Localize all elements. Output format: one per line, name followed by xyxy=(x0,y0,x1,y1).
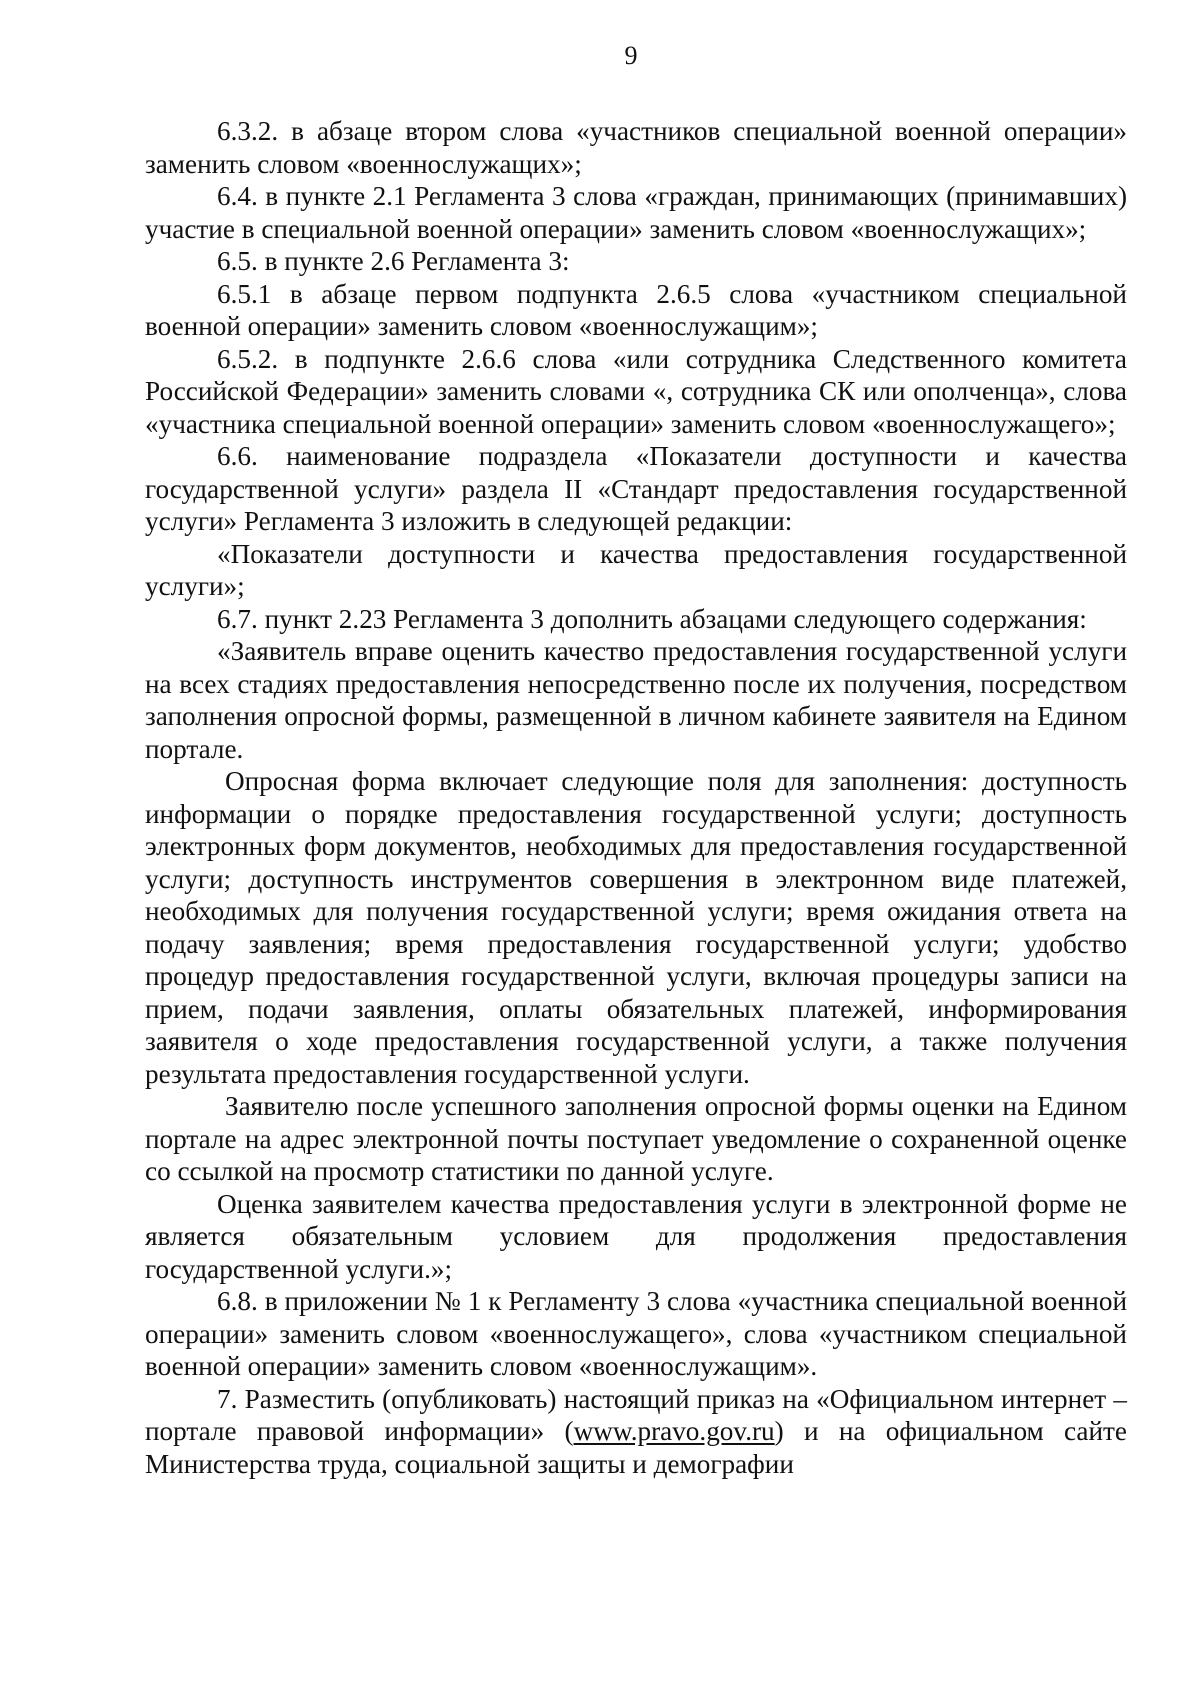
paragraph-6-7-applicant-rating: «Заявитель вправе оценить качество предоставления государственной услуги на всех стадиях предоставления непосредственно после их получения, посредством заполнения опросной формы, размещенной в личном кабинете заявителя на Едином портале. xyxy=(145,636,1127,764)
paragraph-6-3-2: 6.3.2. в абзаце втором слова «участников специальной военной операции» заменить словом «военнослужащих»; xyxy=(145,116,1127,179)
paragraph-7-publication xyxy=(145,1383,1127,1481)
paragraph-6-5-1: 6.5.1 в абзаце первом подпункта 2.6.5 слова «участником специальной военной операции» заменить словом «военнослужащим»; xyxy=(145,278,1127,341)
paragraph-6-7-notification: Заявителю после успешного заполнения опросной формы оценки на Едином портале на адрес электронной почты поступает уведомление о сохраненной оценке со ссылкой на просмотр статистики по данной услуге. xyxy=(145,1091,1127,1186)
paragraph-6-6: 6.6. наименование подраздела «Показатели доступности и качества государственной услуги» раздела II «Стандарт предоставления государственной услуги» Регламента 3 изложить в следующей редакции: xyxy=(145,441,1127,536)
document-body xyxy=(145,115,1127,1480)
paragraph-7-text-after-link: ) и на официальном сайте Министерства труда, социальной защиты и демографии xyxy=(145,1416,1127,1479)
paragraph-6-7: 6.7. пункт 2.23 Регламента 3 дополнить абзацами следующего содержания: xyxy=(217,603,1087,634)
paragraph-6-6-quote: «Показатели доступности и качества предоставления государственной услуги»; xyxy=(145,538,1127,601)
paragraph-6-7-survey-form: Опросная форма включает следующие поля для заполнения: доступность информации о порядке предоставления государственной услуги; доступность электронных форм документов, необходимых для предоставления государственной услуги; доступность инструментов совершения в электронном виде платежей, необходимых для получения государственной услуги; время ожидания ответа на подачу заявления; время предоставления государственной услуги; удобство процедур предоставления государственной услуги, включая процедуры записи на прием, подачи заявления, оплаты обязательных платежей, информирования заявителя о ходе предоставления государственной услуги, а также получения результата предоставления государственной услуги. xyxy=(145,766,1127,1089)
paragraph-6-5: 6.5. в пункте 2.6 Регламента 3: xyxy=(217,246,570,276)
paragraph-6-4: 6.4. в пункте 2.1 Регламента 3 слова «граждан, принимающих (принимавших) участие в специальной военной операции» заменить словом «военнослужащих»; xyxy=(145,181,1127,244)
paragraph-6-5-2: 6.5.2. в подпункте 2.6.6 слова «или сотрудника Следственного комитета Российской Федерации» заменить словами «, сотрудника СК или ополченца», слова «участника специальной военной операции» заменить словом «военнослужащего»; xyxy=(145,343,1127,439)
paragraph-6-7-optional-rating: Оценка заявителем качества предоставления услуги в электронной форме не является обязательным условием для продолжения предоставления государственной услуги.»; xyxy=(145,1188,1127,1284)
paragraph-7-text-before-link: 7. Разместить (опубликовать) настоящий приказ на «Официальном интернет – портале правовой информации» ( xyxy=(145,1383,1127,1446)
page-number: 9 xyxy=(624,41,638,70)
pravo-gov-link[interactable]: www.pravo.gov.ru xyxy=(573,1416,775,1446)
paragraph-6-8: 6.8. в приложении № 1 к Регламенту 3 слова «участника специальной военной операции» заменить словом «военнослужащего», слова «участником специальной военной операции» заменить словом «военнослужащим». xyxy=(145,1286,1127,1381)
